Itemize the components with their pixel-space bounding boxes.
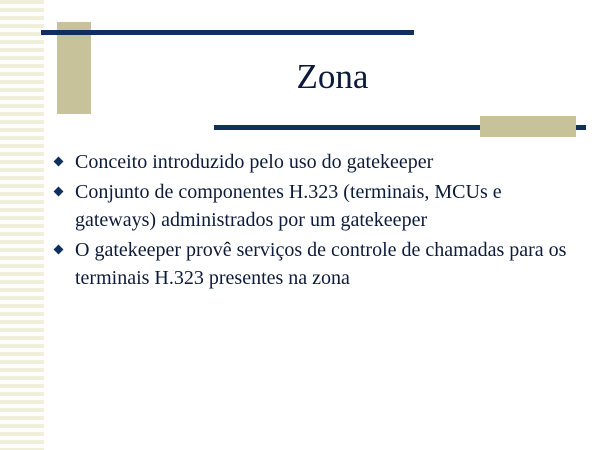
diamond-bullet-icon: [54, 245, 64, 255]
striped-side-band: [0, 0, 44, 450]
bullet-list: [52, 148, 572, 294]
diamond-bullet-icon: [54, 187, 64, 197]
diamond-bullet-icon: [54, 157, 64, 167]
bullet-text: Conceito introduzido pelo uso do gatekeeper: [75, 151, 434, 173]
decorative-top-line: [41, 30, 414, 35]
decorative-bottom-block: [480, 116, 576, 137]
bullet-text: O gatekeeper provê serviços de controle de chamadas para os terminais H.323 presentes na zona: [75, 239, 567, 289]
bullet-item: [52, 148, 572, 176]
bullet-item: [52, 178, 572, 234]
bullet-text: Conjunto de componentes H.323 (terminais, MCUs e gateways) administrados por um gatekeeper: [75, 181, 502, 231]
decorative-top-block: [57, 22, 91, 114]
bullet-item: [52, 236, 572, 292]
slide-title: Zona: [296, 57, 369, 96]
